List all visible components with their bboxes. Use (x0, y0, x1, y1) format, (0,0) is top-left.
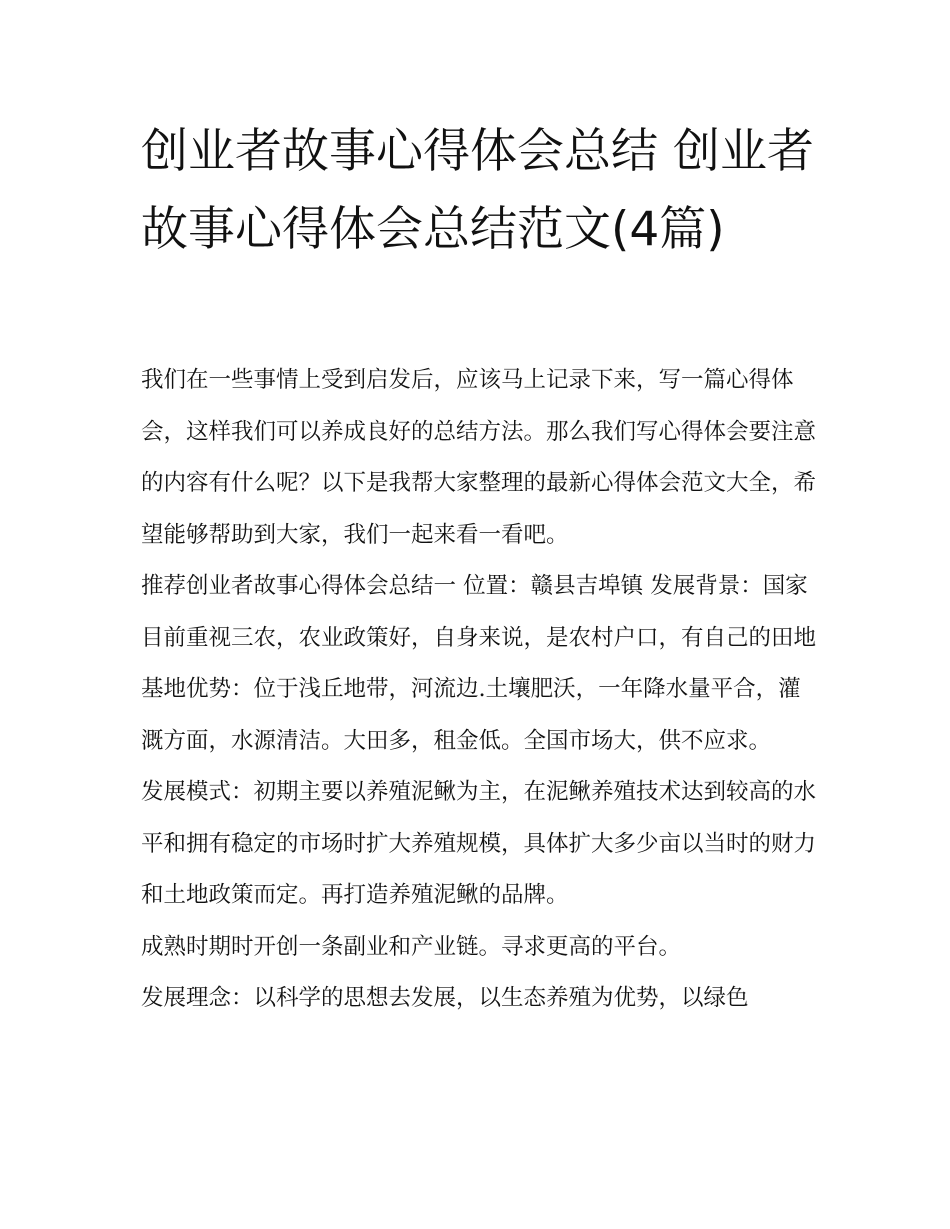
mature-period-paragraph: 成熟时期时开创一条副业和产业链。寻求更高的平台。 (141, 933, 682, 960)
document-title: 创业者故事心得体会总结 创业者故事心得体会总结范文(4篇) (141, 124, 814, 257)
development-mode-paragraph: 发展模式：初期主要以养殖泥鳅为主，在泥鳅养殖技术达到较高的水平和拥有稳定的市场时扩大养殖规模，具体扩大多少亩以当时的财力和土地政策而定。再打造养殖泥鳅的品牌。 (141, 779, 817, 908)
development-concept-paragraph: 发展理念：以科学的思想去发展，以生态养殖为优势，以绿色 (141, 985, 749, 1011)
intro-paragraph: 我们在一些事情上受到启发后，应该马上记录下来，写一篇心得体会，这样我们可以养成良好的总结方法。那么我们写心得体会要注意的内容有什么呢？以下是我帮大家整理的最新心得体会范文大全，希望能够帮助到大家，我们一起来看一看吧。 (141, 367, 817, 548)
document-body (141, 355, 821, 1025)
base-advantage-paragraph: 基地优势：位于浅丘地带，河流边.土壤肥沃，一年降水量平合，灌溉方面，水源清洁。大田多，租金低。全国市场大，供不应求。 (141, 676, 801, 754)
location-background-paragraph: 推荐创业者故事心得体会总结一 位置：赣县吉埠镇 发展背景：国家目前重视三农，农业政策好，自身来说，是农村户口，有自己的田地 (141, 573, 817, 651)
